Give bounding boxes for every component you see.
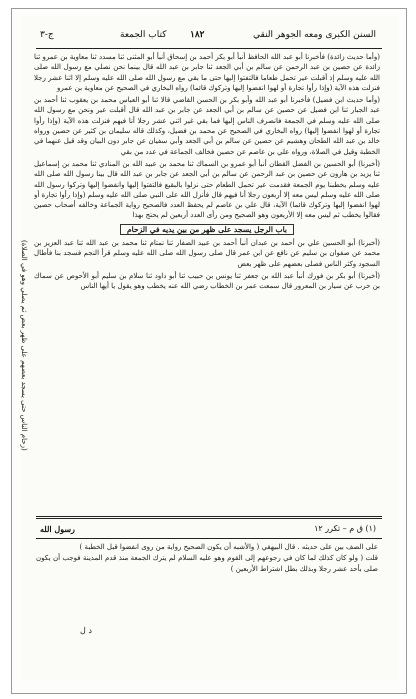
paragraph: (وأما حديث ابن فضيل) فأخبرنا أبو عبد الله وأبو بكر بن الحسن القاضي قالا ثنا أبو العباس محمد بن يعقوب ثنا أحمد بن عبد الجبار ثنا ابن فضيل عن حصين عن سالم بن أبي الجعد عن جابر بن عبد الله قال أقبلت عير ونحن مع رسول الله صلى الله عليه وسلم في الجمعة فانصرف الناس إليها فما بقي غير اثني عشر رجلا أنا فيهم فنزلت هذه الآية (وإذا رأوا تجارة أو لهوا انفضوا إليها) رواه البخاري في الصحيح عن محمد بن فضيل، وكذلك قاله سليمان بن كثير عن حصين ورواه خالد بن عبد الله الطحان وهشيم عن حصين عن سالم بن أبي الجعد وأبي سفيان عن جابر دون البيان وقد قيل عنهما في الخطبة وقيل في الصلاة، ورواه علي بن عاصم عن حصين فخالف الجماعة في عدد من بقي	[34, 96, 380, 156]
chapter-title: كتاب الجمعة	[120, 30, 167, 40]
footnote-sub-rule	[36, 538, 382, 539]
footnote-header	[40, 524, 376, 538]
footnotes	[36, 542, 378, 618]
footnote-text: على الصف بين على حديثه . قال البيهقي ( والأشبه أن يكون الصحيح رواية من روى انفضوا قبل الخطبة )	[79, 543, 378, 551]
page-number: ١٨٢	[190, 30, 205, 40]
footnote-label: رسول الله	[40, 524, 75, 534]
footnote-marker: (١) ق م – تكرر ١٢	[314, 524, 376, 533]
printer-signature: د ل	[80, 626, 92, 635]
chapter-heading-text: باب الرجل يسجد على ظهر من بين يديه في الزحام	[120, 224, 294, 235]
chapter-heading	[34, 225, 380, 235]
running-header	[40, 30, 376, 46]
paragraph: (أخبرنا) أبو بكر بن فورك أنبأ عبد الله بن جعفر ثنا يونس بن حبيب ثنا أبو داود ثنا سلام بن سليم أبو الأحوص عن سماك بن حرب عن سيار بن المعرور قال سمعت عمر بن الخطاب رضي الله عنه يخطب وهو يقول يا أيها الناس	[34, 271, 380, 291]
paragraph: (أخبرنا) أبو الحسين علي بن أحمد بن عبدان أنبأ أحمد بن عبيد الصفار ثنا تمتام ثنا محمد بن عبد الله ثنا عبد العزيز بن محمد عن صفوان بن سليم عن نافع عن ابن عمر قال صلى رسول الله صلى الله عليه وسلم قرأ النجم فسجد بنا فأطال السجود وكثر الناس فصلى بعضهم على ظهر بعض	[34, 239, 380, 268]
footnote-text: قلت ( ولو كان كذلك لما كان في رجوعهم إلى القوم وهو عليه السلام لم يترك الجمعة منذ قدم المدينة فوجب أن يكون صلى بأحد عشر رجلا وبذلك بطل اشتراط الأربعين )	[36, 554, 378, 573]
paragraph: (وأما حديث زائدة) فأخبرنا أبو عبد الله الحافظ أنبأ أبو بكر أحمد بن إسحاق أنبأ أبو المثنى ثنا مسدد ثنا معاوية بن عمرو ثنا زائدة عن حصين بن عبد الرحمن عن سالم بن أبي الجعد ثنا جابر بن عبد الله قال بينما نحن نصلي مع رسول الله صلى الله عليه وسلم إذ أقبلت عير تحمل طعاما فالتفتوا إليها حتى ما بقي مع رسول الله صلى الله عليه وسلم إلا اثنا عشر رجلا فنزلت هذه الآية (وإذا رأوا تجارة أو لهوا انفضوا إليها وتركوك قائما) رواه البخاري في الصحيح عن معاوية بن عمرو	[34, 53, 380, 92]
header-rule	[36, 48, 382, 49]
volume-label: ج-٣	[40, 30, 54, 40]
footnote-rule	[36, 516, 382, 519]
book-title: السنن الكبرى ومعه الجوهر النقي	[253, 30, 376, 40]
margin-note: (زحام الناس حتى يسجد بعضهم على ظهر بعض ثم يصلي وهو في الصلاة)	[20, 240, 28, 451]
main-text	[34, 52, 380, 512]
paragraph: (أخبرنا) أبو الحسين بن الفضل القطان أنبأ أبو عمرو بن السماك ثنا محمد بن عبيد الله بن المنادي ثنا محمد بن إسماعيل ثنا يزيد بن هارون عن حصين بن عبد الرحمن عن سالم بن أبي الجعد عن جابر بن عبد الله قال بينا رسول الله صلى الله عليه وسلم يخطبنا يوم الجمعة فقدمت عير تحمل الطعام حتى نزلوا بالبقيع فالتفتوا إليها وانفضوا إليها وتركوا رسول الله صلى الله عليه وسلم ليس معه إلا أربعون رجلا أنا فيهم قال فأنزل الله على النبي صلى الله عليه وسلم (وإذا رأوا تجارة أو لهوا انفضوا إليها وتركوك قائما) الآية، قال علي بن عاصم لم يحفظ العدد فالصحيح رواية الجماعة وخالفه أصحاب حصين فقالوا يخطب ثم ليس معه إلا الأربعون وهو الصحيح ومن رأى العدد أربعين لم يحتج بهذا	[34, 159, 380, 220]
